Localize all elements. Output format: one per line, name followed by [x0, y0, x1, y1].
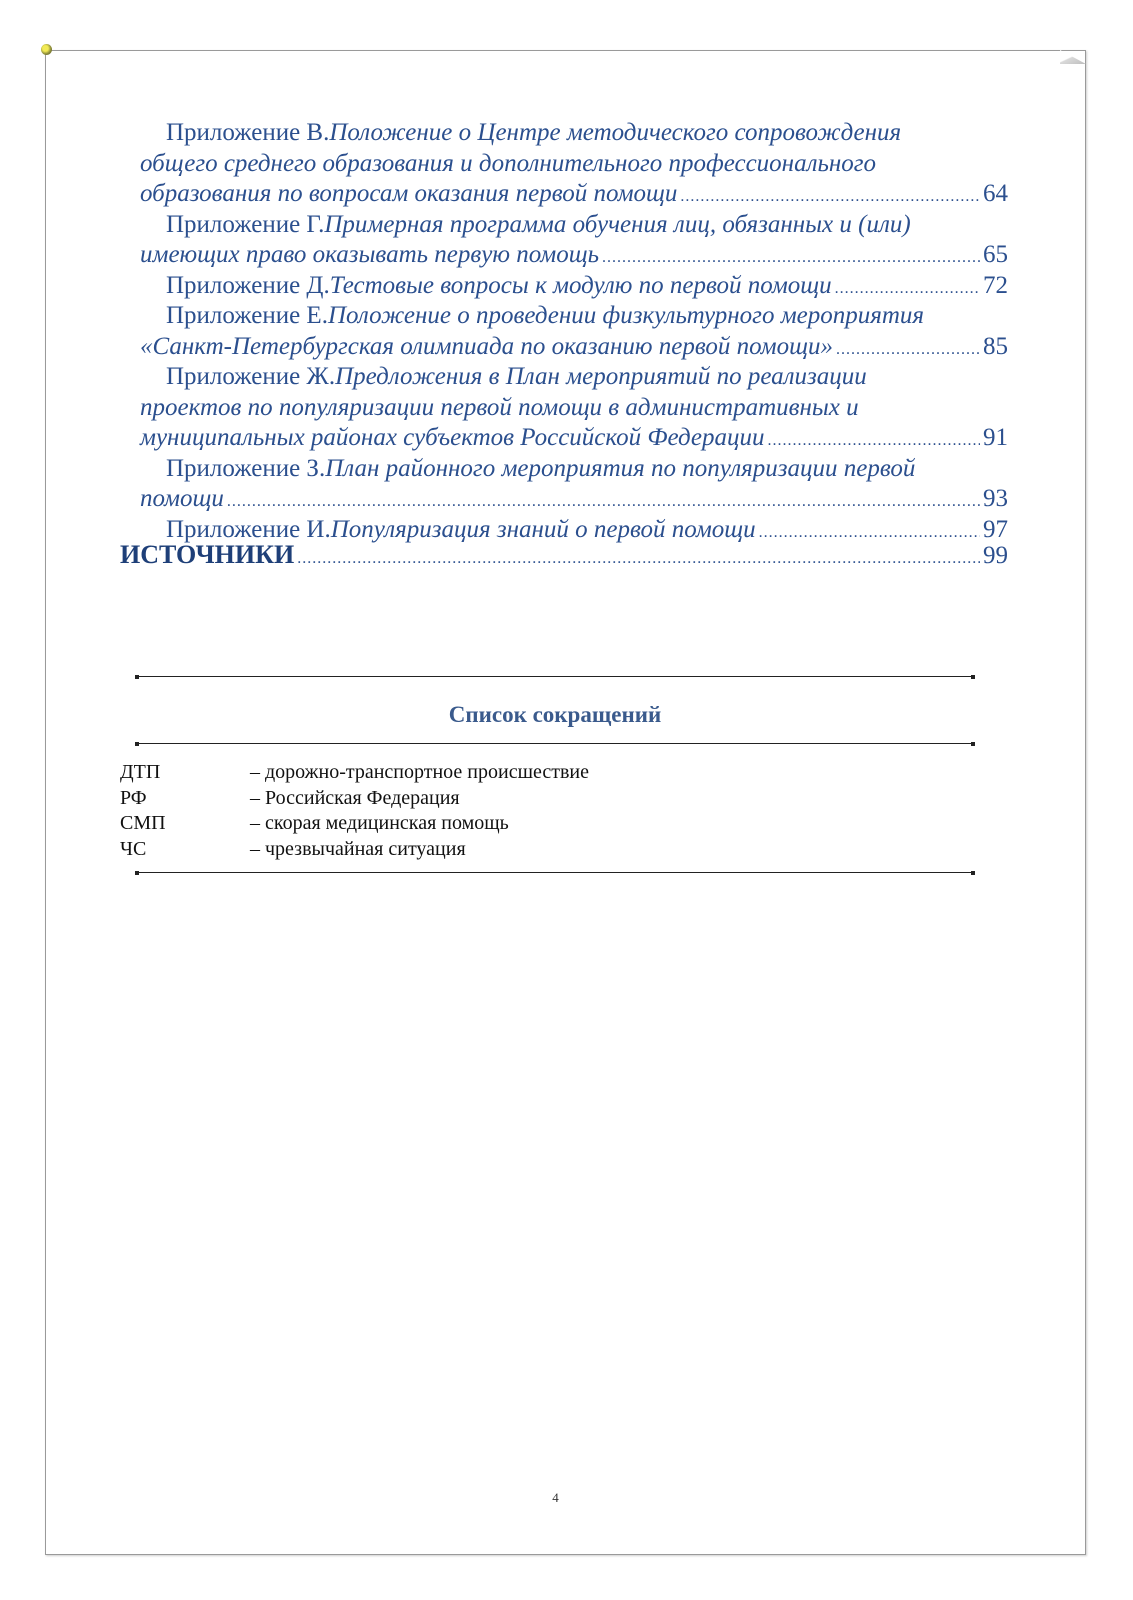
abbreviation-row: [120, 786, 589, 812]
toc-entry-title: Положение о Центре методического сопровождения: [329, 119, 902, 146]
toc-page-number: 97: [983, 515, 1008, 543]
toc-entry-label: Приложение Е.: [166, 302, 328, 329]
toc-leader: [297, 544, 980, 575]
toc-page-number: 93: [983, 485, 1008, 512]
toc-entry-title: Примерная программа обучения лиц, обязанных и (или): [324, 210, 911, 238]
toc-page-number: 85: [983, 332, 1008, 360]
abbreviation-row: [120, 760, 589, 786]
toc-entry-title: муниципальных районах субъектов Российской Федерации: [140, 424, 765, 451]
divider-bottom: [137, 872, 973, 873]
toc-page-number: 91: [983, 424, 1008, 451]
toc-entry-appendix-d[interactable]: [140, 271, 1008, 302]
corner-pin-icon: [41, 44, 52, 55]
toc-entry-appendix-zh[interactable]: [140, 362, 1008, 454]
toc-entry-sources[interactable]: [120, 540, 1008, 571]
toc-entry-appendix-e[interactable]: [140, 301, 1008, 362]
abbreviation-code: ЧС: [120, 837, 147, 860]
toc-sources-title: ИСТОЧНИКИ: [120, 540, 295, 569]
toc-page-number: 72: [983, 271, 1008, 299]
toc-entry-label: Приложение Г.: [166, 210, 325, 238]
toc-entry-label: Приложение Ж.: [166, 363, 336, 390]
abbreviations-list: [120, 760, 589, 862]
toc-entry-title: образования по вопросам оказания первой помощи: [140, 180, 678, 207]
abbreviation-code: ДТП: [120, 761, 161, 783]
toc-page-number: 99: [983, 542, 1008, 569]
abbreviation-meaning: – дорожно-транспортное происшествие: [250, 761, 590, 783]
abbreviation-row: [120, 811, 589, 837]
toc-entry-title: общего среднего образования и дополнительного профессионального: [140, 149, 877, 177]
toc-entry-title: помощи: [140, 485, 224, 512]
toc-entry-appendix-g[interactable]: [140, 210, 1008, 271]
toc-entry-title: имеющих право оказывать первую помощь: [140, 241, 599, 268]
toc-entry-label: Приложение Д.: [166, 271, 330, 299]
toc-entry-title: «Санкт-Петербургская олимпиада по оказанию первой помощи»: [140, 332, 833, 360]
toc-page-number: 64: [983, 180, 1008, 207]
abbreviation-meaning: – чрезвычайная ситуация: [250, 837, 466, 860]
toc-entry-title: Тестовые вопросы к модулю по первой помощи: [329, 271, 832, 299]
abbreviation-code: РФ: [120, 786, 147, 809]
abbreviation-meaning: – скорая медицинская помощь: [250, 812, 509, 834]
toc-page-number: 65: [983, 241, 1008, 268]
toc-entry-label: Приложение И.: [166, 515, 331, 543]
toc-leader: [768, 426, 981, 457]
page-number: 4: [552, 1490, 559, 1505]
toc-leader: [602, 243, 980, 274]
toc-entry-appendix-v[interactable]: [140, 118, 1008, 210]
toc-entry-title: Популяризация знаний о первой помощи: [330, 515, 756, 543]
toc-entry-title: проектов по популяризации первой помощи в административных и: [140, 393, 859, 421]
table-of-contents: [140, 118, 1008, 545]
toc-leader: [835, 274, 980, 305]
toc-entry-title: Предложения в План мероприятий по реализации: [335, 363, 867, 390]
divider-under-heading: [137, 743, 973, 744]
toc-entry-title: План районного мероприятия по популяризации первой: [325, 454, 916, 482]
abbreviation-meaning: – Российская Федерация: [250, 786, 460, 809]
toc-leader: [227, 487, 980, 518]
toc-entry-label: Приложение З.: [166, 454, 326, 482]
toc-entry-title: Положение о проведении физкультурного мероприятия: [327, 302, 925, 329]
toc-leader: [680, 182, 980, 213]
divider-top: [137, 676, 973, 677]
toc-entry-label: Приложение В.: [166, 119, 330, 146]
abbreviation-code: СМП: [120, 812, 166, 834]
abbreviation-row: [120, 837, 589, 863]
toc-leader: [836, 335, 980, 366]
toc-entry-appendix-z[interactable]: [140, 454, 1008, 515]
abbreviations-heading: Список сокращений: [448, 702, 662, 727]
